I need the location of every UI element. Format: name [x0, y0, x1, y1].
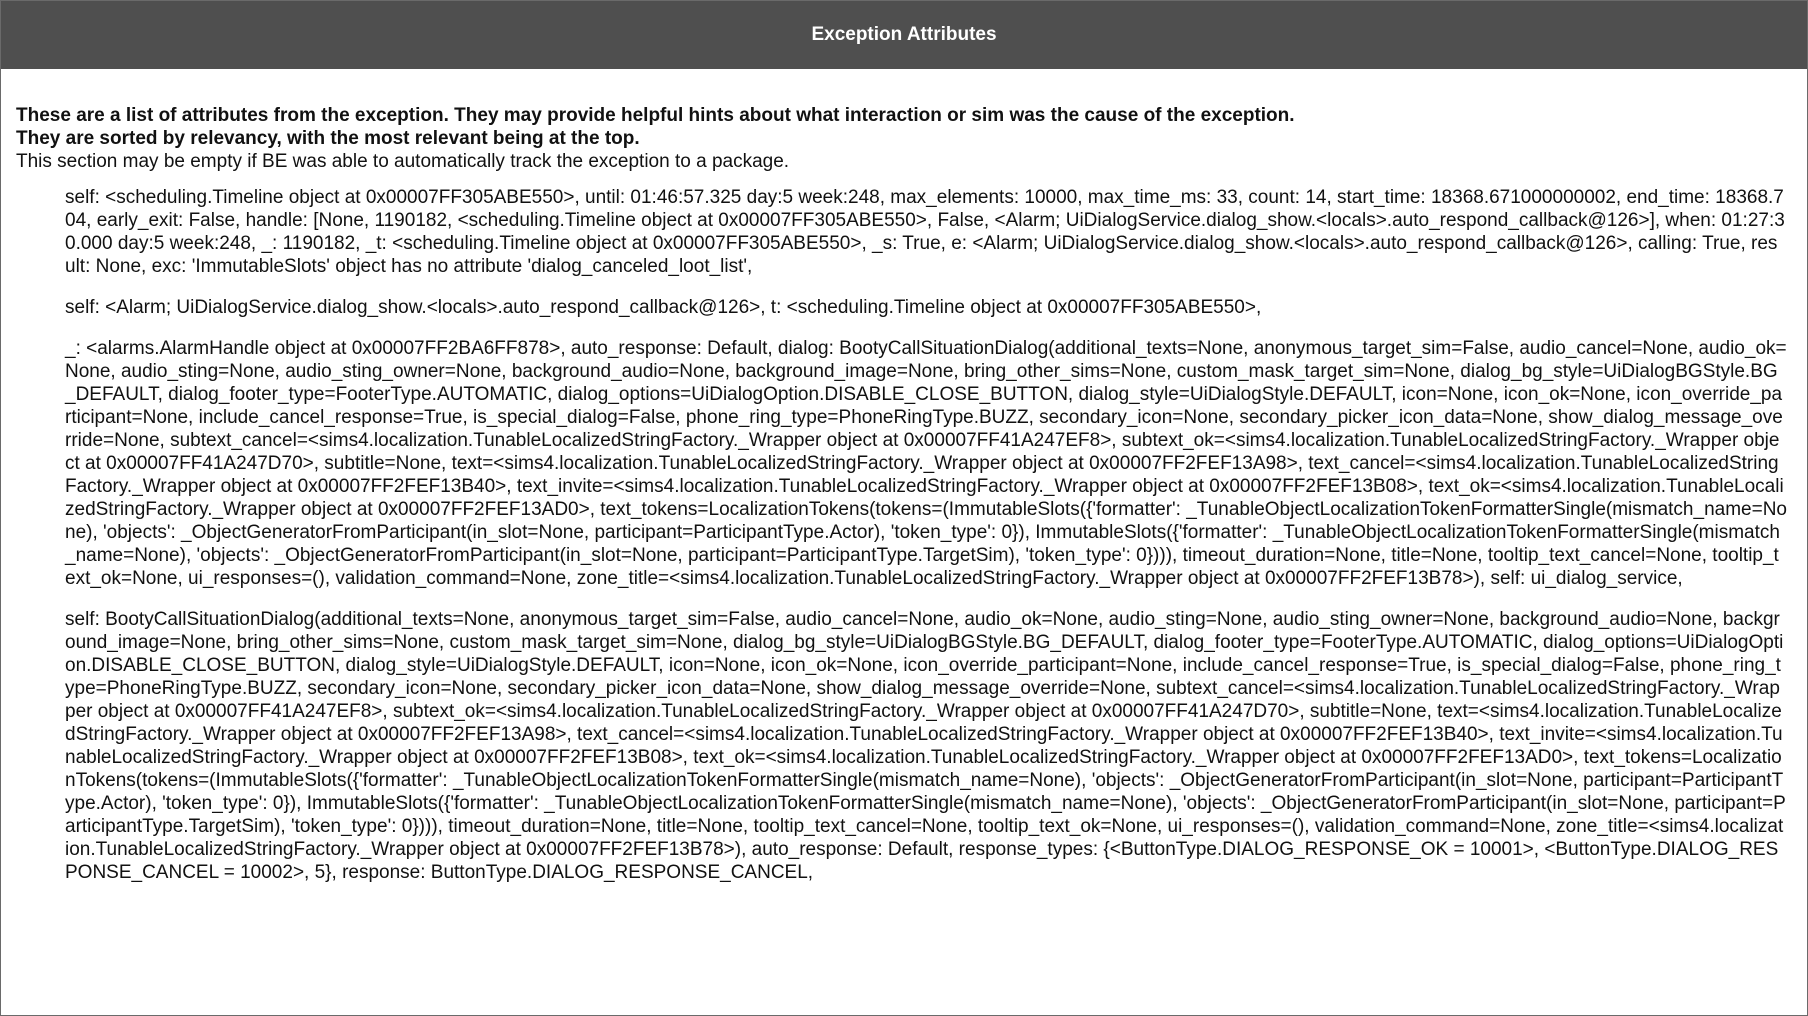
intro-text: [16, 104, 1807, 173]
intro-line-3: This section may be empty if BE was able to automatically track the exception to a package.: [16, 151, 790, 172]
panel-header: [1, 1, 1807, 69]
attribute-list: [65, 186, 1787, 884]
panel-title: Exception Attributes: [811, 24, 997, 45]
attribute-entry: self: <scheduling.Timeline object at 0x00007FF305ABE550>, until: 01:46:57.325 day:5 week:248, max_elements: 10000, max_time_ms: 33, count: 14, start_time: 18368.671000000002, end_time: 18368.704, early_exit: False, handle: [None, 1190182, <scheduling.Timeline object at 0x00007FF305ABE550>, False, <Alarm; UiDialogService.dialog_show.<locals>.auto_respond_callback@126>], when: 01:27:30.000 day:5 week:248, _: 1190182, _t: <scheduling.Timeline object at 0x00007FF305ABE550>, _s: True, e: <Alarm; UiDialogService.dialog_show.<locals>.auto_respond_callback@126>, calling: True, result: None, exc: 'ImmutableSlots' object has no attribute 'dialog_canceled_loot_list',: [65, 187, 1785, 277]
attribute-entry: self: <Alarm; UiDialogService.dialog_show.<locals>.auto_respond_callback@126>, t: <scheduling.Timeline object at 0x00007FF305ABE550>,: [65, 297, 1262, 318]
intro-line-1: These are a list of attributes from the exception. They may provide helpful hints about what interaction or sim was the cause of the exception.: [16, 105, 1295, 126]
intro-line-2: They are sorted by relevancy, with the most relevant being at the top.: [16, 128, 640, 149]
attribute-entry: _: <alarms.AlarmHandle object at 0x00007FF2BA6FF878>, auto_response: Default, dialog: BootyCallSituationDialog(additional_texts=None, anonymous_target_sim=False, audio_cancel=None, audio_ok=None, audio_sting=None, audio_sting_owner=None, background_audio=None, background_image=None, bring_other_sims=None, custom_mask_target_sim=None, dialog_bg_style=UiDialogBGStyle.BG_DEFAULT, dialog_footer_type=FooterType.AUTOMATIC, dialog_options=UiDialogOption.DISABLE_CLOSE_BUTTON, dialog_style=UiDialogStyle.DEFAULT, icon=None, icon_ok=None, icon_override_participant=None, include_cancel_response=True, is_special_dialog=False, phone_ring_type=PhoneRingType.BUZZ, secondary_icon=None, secondary_picker_icon_data=None, show_dialog_message_override=None, subtext_cancel=<sims4.localization.TunableLocalizedStringFactory._Wrapper object at 0x00007FF41A247EF8>, subtext_ok=<sims4.localization.TunableLocalizedStringFactory._Wrapper object at 0x00007FF41A247D70>, subtitle=None, text=<sims4.localization.TunableLocalizedStringFactory._Wrapper object at 0x00007FF2FEF13A98>, text_cancel=<sims4.localization.TunableLocalizedStringFactory._Wrapper object at 0x00007FF2FEF13B40>, text_invite=<sims4.localization.TunableLocalizedStringFactory._Wrapper object at 0x00007FF2FEF13B08>, text_ok=<sims4.localization.TunableLocalizedStringFactory._Wrapper object at 0x00007FF2FEF13AD0>, text_tokens=LocalizationTokens(tokens=(ImmutableSlots({'formatter': _TunableObjectLocalizationTokenFormatterSingle(mismatch_name=None), 'objects': _ObjectGeneratorFromParticipant(in_slot=None, participant=ParticipantType.Actor), 'token_type': 0}), ImmutableSlots({'formatter': _TunableObjectLocalizationTokenFormatterSingle(mismatch_name=None), 'objects': _ObjectGeneratorFromParticipant(in_slot=None, participant=ParticipantType.TargetSim), 'token_type': 0}))), timeout_duration=None, title=None, tooltip_text_cancel=None, tooltip_text_ok=None, ui_responses=(), validation_command=None, zone_title=<sims4.localization.TunableLocalizedStringFactory._Wrapper object at 0x00007FF2FEF13B78>), self: ui_dialog_service,: [65, 338, 1787, 589]
attribute-entry: self: BootyCallSituationDialog(additional_texts=None, anonymous_target_sim=False, audio_cancel=None, audio_ok=None, audio_sting=None, audio_sting_owner=None, background_audio=None, background_image=None, bring_other_sims=None, custom_mask_target_sim=None, dialog_bg_style=UiDialogBGStyle.BG_DEFAULT, dialog_footer_type=FooterType.AUTOMATIC, dialog_options=UiDialogOption.DISABLE_CLOSE_BUTTON, dialog_style=UiDialogStyle.DEFAULT, icon=None, icon_ok=None, icon_override_participant=None, include_cancel_response=True, is_special_dialog=False, phone_ring_type=PhoneRingType.BUZZ, secondary_icon=None, secondary_picker_icon_data=None, show_dialog_message_override=None, subtext_cancel=<sims4.localization.TunableLocalizedStringFactory._Wrapper object at 0x00007FF41A247EF8>, subtext_ok=<sims4.localization.TunableLocalizedStringFactory._Wrapper object at 0x00007FF41A247D70>, subtitle=None, text=<sims4.localization.TunableLocalizedStringFactory._Wrapper object at 0x00007FF2FEF13A98>, text_cancel=<sims4.localization.TunableLocalizedStringFactory._Wrapper object at 0x00007FF2FEF13B40>, text_invite=<sims4.localization.TunableLocalizedStringFactory._Wrapper object at 0x00007FF2FEF13B08>, text_ok=<sims4.localization.TunableLocalizedStringFactory._Wrapper object at 0x00007FF2FEF13AD0>, text_tokens=LocalizationTokens(tokens=(ImmutableSlots({'formatter': _TunableObjectLocalizationTokenFormatterSingle(mismatch_name=None), 'objects': _ObjectGeneratorFromParticipant(in_slot=None, participant=ParticipantType.Actor), 'token_type': 0}), ImmutableSlots({'formatter': _TunableObjectLocalizationTokenFormatterSingle(mismatch_name=None), 'objects': _ObjectGeneratorFromParticipant(in_slot=None, participant=ParticipantType.TargetSim), 'token_type': 0}))), timeout_duration=None, title=None, tooltip_text_cancel=None, tooltip_text_ok=None, ui_responses=(), validation_command=None, zone_title=<sims4.localization.TunableLocalizedStringFactory._Wrapper object at 0x00007FF2FEF13B78>), auto_response: Default, response_types: {<ButtonType.DIALOG_RESPONSE_OK = 10001>, <ButtonType.DIALOG_RESPONSE_CANCEL = 10002>, 5}, response: ButtonType.DIALOG_RESPONSE_CANCEL,: [65, 609, 1786, 883]
